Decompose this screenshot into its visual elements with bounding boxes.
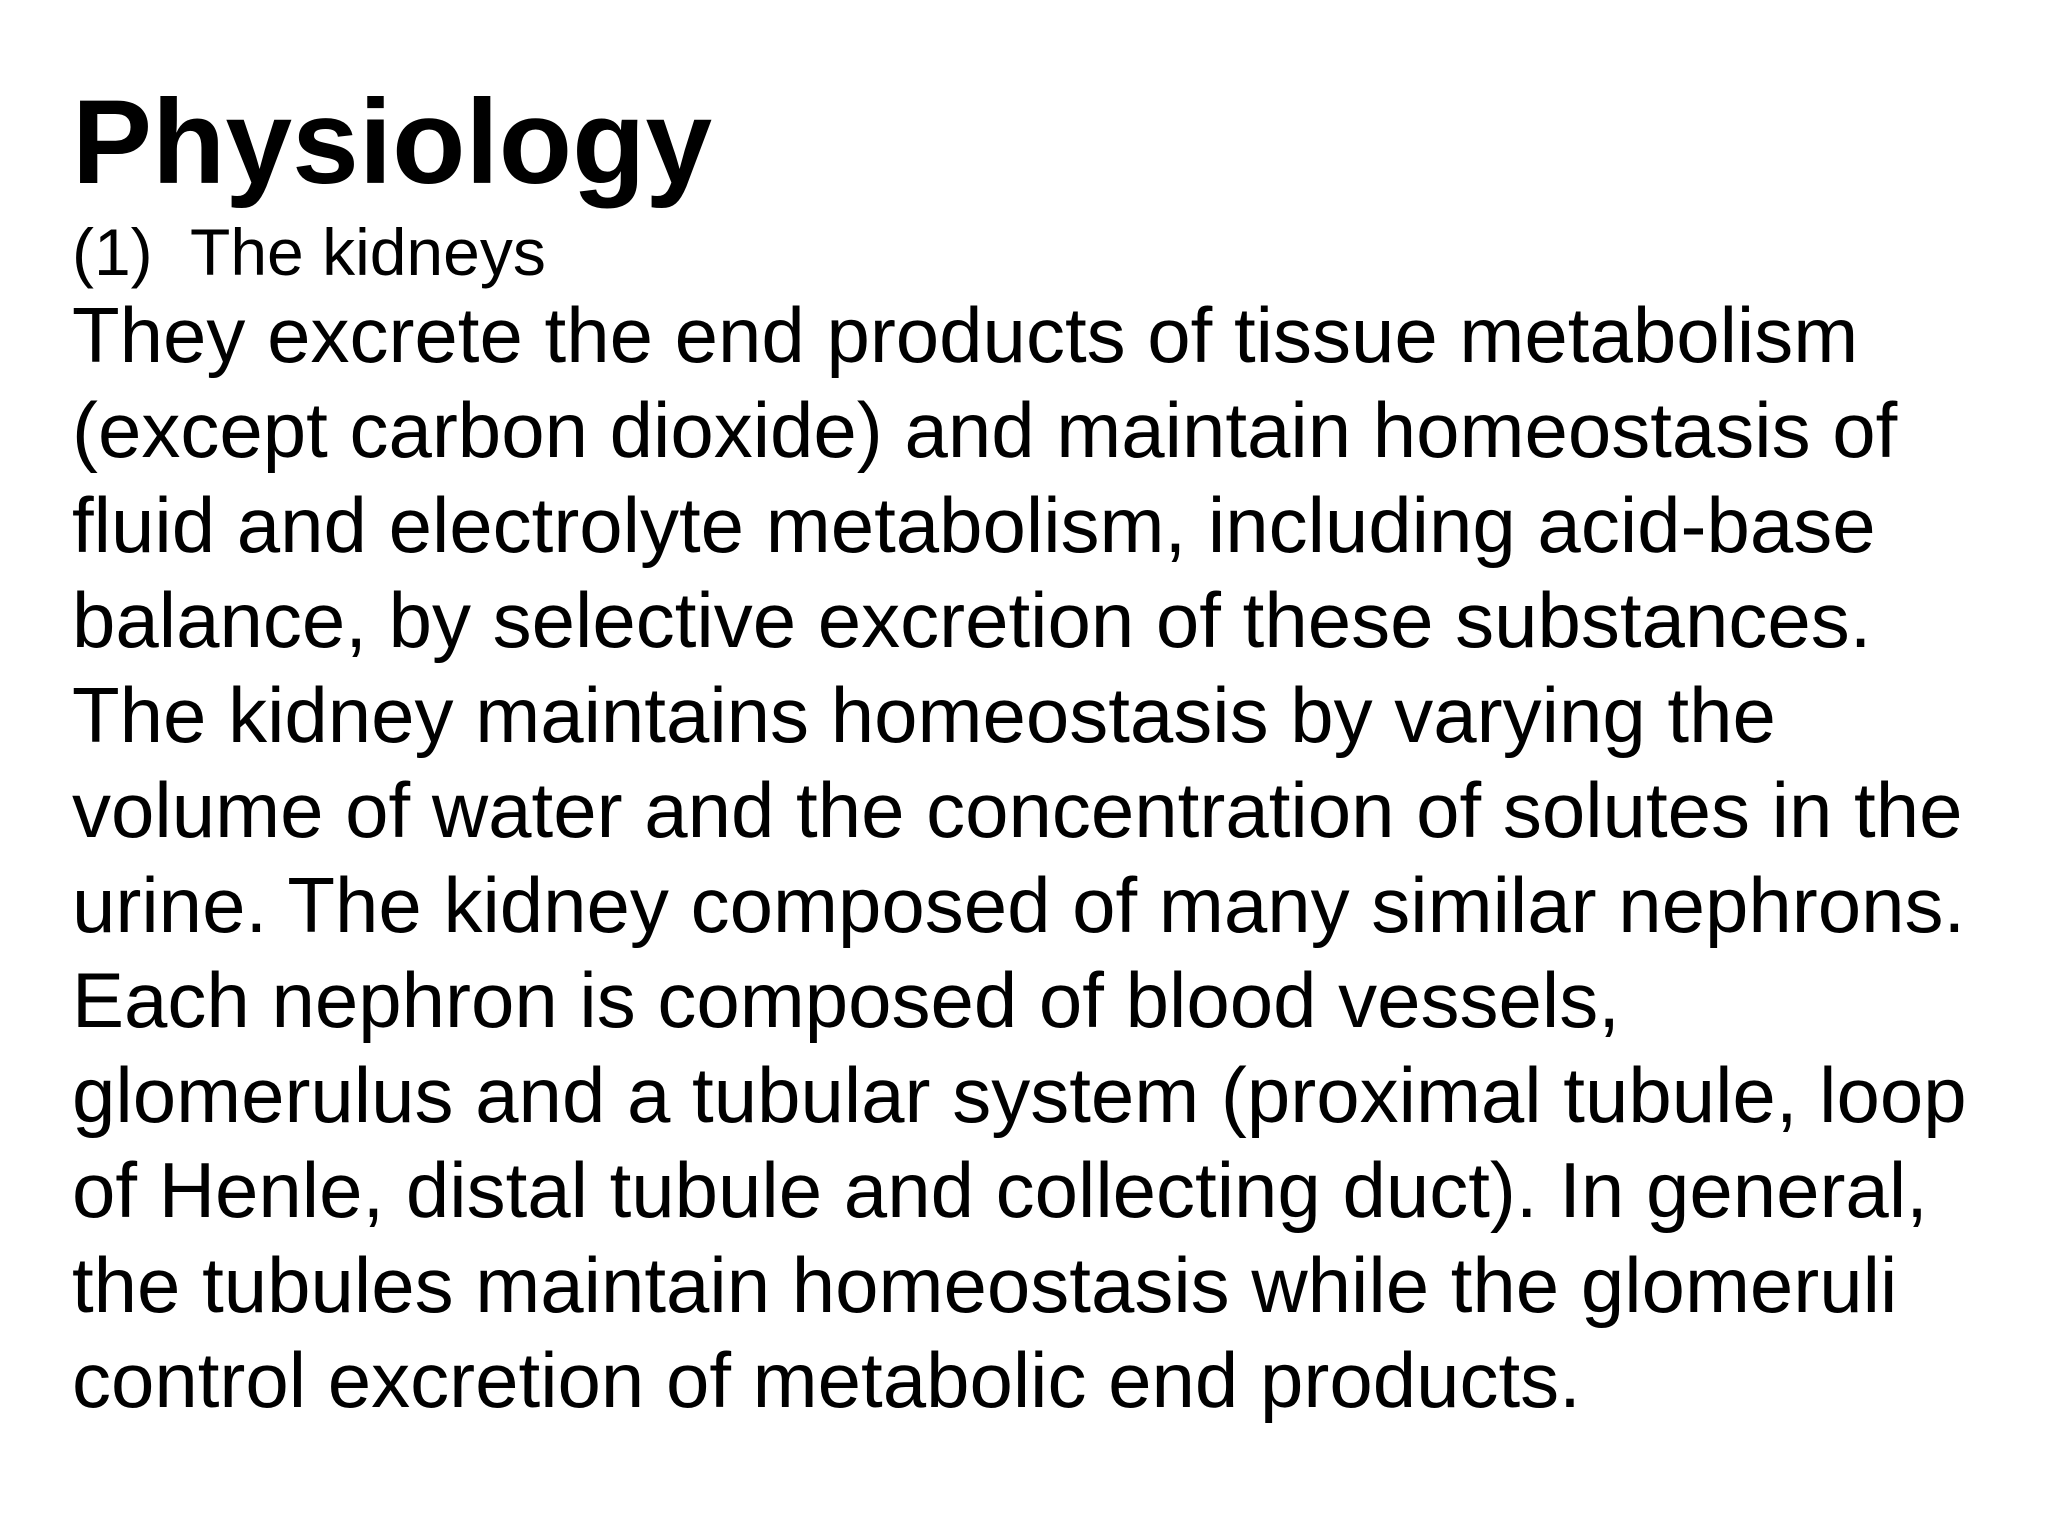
body-line: fluid and electrolyte metabolism, including acid-base (72, 481, 1876, 569)
body-line: volume of water and the concentration of solutes in the (72, 766, 1963, 854)
section-heading (72, 212, 546, 292)
body-line: the tubules maintain homeostasis while the glomeruli (72, 1241, 1898, 1329)
body-line: urine. The kidney composed of many similar nephrons. (72, 861, 1966, 949)
body-line: of Henle, distal tubule and collecting duct). In general, (72, 1146, 1928, 1234)
body-line: (except carbon dioxide) and maintain homeostasis of (72, 386, 1898, 474)
section-number: (1) (72, 215, 153, 289)
body-paragraph (72, 288, 1967, 1428)
body-line: balance, by selective excretion of these substances. (72, 576, 1872, 664)
section-heading-text: The kidneys (190, 215, 546, 289)
slide-title: Physiology (72, 75, 713, 209)
body-line: Each nephron is composed of blood vessels, (72, 956, 1620, 1044)
body-line: They excrete the end products of tissue metabolism (72, 291, 1859, 379)
body-line: control excretion of metabolic end products. (72, 1336, 1581, 1424)
body-line: glomerulus and a tubular system (proximal tubule, loop (72, 1051, 1967, 1139)
body-line: The kidney maintains homeostasis by varying the (72, 671, 1776, 759)
